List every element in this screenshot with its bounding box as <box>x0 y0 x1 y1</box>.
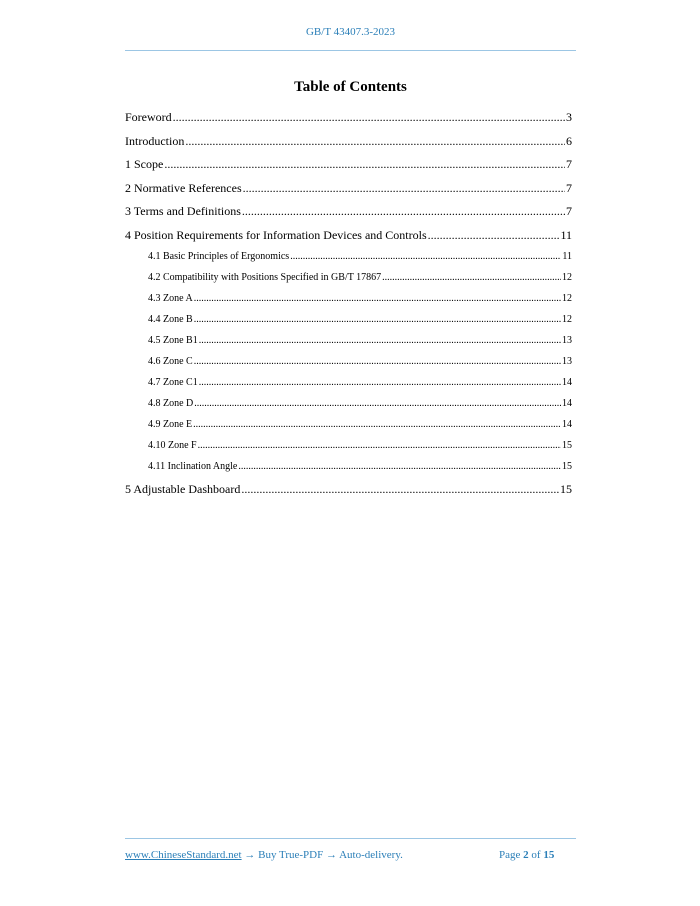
toc-entry-4-9[interactable] <box>125 419 572 440</box>
toc-entry-label: 3 Terms and Definitions <box>125 204 241 218</box>
toc-entry-4-10[interactable] <box>125 440 572 461</box>
toc-entry-label: 4.4 Zone B <box>148 314 193 325</box>
toc-entry-page: 7 <box>566 157 572 171</box>
toc-entry-page: 12 <box>562 272 572 283</box>
toc-entry-page: 11 <box>562 251 572 262</box>
toc-entry-label: 1 Scope <box>125 157 164 171</box>
page-indicator <box>499 849 554 861</box>
toc-leader-dots <box>290 251 561 262</box>
toc-entry-label: 4.5 Zone B1 <box>148 335 198 346</box>
table-of-contents <box>125 110 572 506</box>
toc-entry-page: 12 <box>562 293 572 304</box>
toc-leader-dots <box>164 157 565 172</box>
toc-leader-dots <box>194 293 561 304</box>
toc-leader-dots <box>198 440 561 451</box>
toc-entry-page: 7 <box>566 204 572 218</box>
toc-leader-dots <box>173 110 565 125</box>
toc-leader-dots <box>242 204 565 219</box>
toc-entry-page: 15 <box>562 461 572 472</box>
toc-entry-page: 15 <box>562 440 572 451</box>
toc-leader-dots <box>428 228 560 243</box>
toc-entry-page: 14 <box>562 419 572 430</box>
toc-entry-adjustable-dashboard[interactable] <box>125 482 572 506</box>
footer-divider <box>125 838 576 839</box>
toc-leader-dots <box>382 272 561 283</box>
toc-entry-label: 4.2 Compatibility with Positions Specified in GB/T 17867 <box>148 272 382 283</box>
toc-entry-normative-references[interactable] <box>125 181 572 205</box>
page-total: 15 <box>543 849 555 861</box>
toc-entry-page: 3 <box>566 110 572 124</box>
toc-entry-4-3[interactable] <box>125 293 572 314</box>
toc-leader-dots <box>199 335 561 346</box>
header-divider <box>125 50 576 51</box>
toc-entry-page: 7 <box>566 180 572 195</box>
toc-entry-4-4[interactable] <box>125 314 572 335</box>
footer-promo <box>125 849 403 861</box>
toc-entry-4-1[interactable] <box>125 251 572 272</box>
toc-leader-dots <box>199 377 561 388</box>
buy-true-pdf-text: → Buy True-PDF → Auto-delivery. <box>244 849 403 861</box>
toc-entry-4-5[interactable] <box>125 335 572 356</box>
toc-entry-label: 5 Adjustable Dashboard <box>125 482 241 496</box>
page-header: GB/T 43407.3-2023 <box>305 26 396 38</box>
toc-entry-foreword[interactable] <box>125 110 572 134</box>
toc-title: Table of Contents <box>294 79 407 95</box>
toc-entry-page: 13 <box>562 335 572 346</box>
toc-entry-label: 4.6 Zone C <box>148 356 193 367</box>
toc-leader-dots <box>194 398 561 409</box>
page-label: Page <box>499 849 521 861</box>
toc-entry-label: 4.1 Basic Principles of Ergonomics <box>148 251 290 262</box>
toc-entry-4-2[interactable] <box>125 272 572 293</box>
toc-entry-terms-definitions[interactable] <box>125 204 572 228</box>
toc-entry-label: 4.11 Inclination Angle <box>148 461 238 472</box>
toc-leader-dots <box>243 181 565 196</box>
toc-leader-dots <box>241 482 559 497</box>
toc-leader-dots <box>238 461 561 472</box>
toc-entry-page: 13 <box>562 356 572 367</box>
toc-leader-dots <box>185 134 565 149</box>
toc-entry-4-6[interactable] <box>125 356 572 377</box>
toc-entry-page: 12 <box>562 314 572 325</box>
toc-entry-page: 15 <box>560 482 572 496</box>
toc-entry-scope[interactable] <box>125 157 572 181</box>
toc-entry-label: 4.7 Zone C1 <box>148 377 198 388</box>
toc-entry-label: Foreword <box>125 110 172 124</box>
toc-entry-label: 4 Position Requirements for Information Devices and Controls <box>125 227 427 242</box>
toc-entry-4-8[interactable] <box>125 398 572 419</box>
toc-entry-label: 4.3 Zone A <box>148 293 193 304</box>
toc-leader-dots <box>194 314 561 325</box>
toc-entry-page: 14 <box>562 398 572 409</box>
toc-entry-page: 6 <box>566 133 572 148</box>
toc-entry-4-11[interactable] <box>125 461 572 482</box>
page-of: of <box>531 849 541 861</box>
toc-entry-label: Introduction <box>125 133 185 148</box>
page-current: 2 <box>523 849 529 861</box>
toc-leader-dots <box>194 356 561 367</box>
toc-leader-dots <box>193 419 561 430</box>
toc-entry-4-7[interactable] <box>125 377 572 398</box>
toc-entry-label: 4.10 Zone F <box>148 440 197 451</box>
toc-entry-label: 2 Normative References <box>125 180 242 195</box>
chinesestandard-link[interactable]: www.ChineseStandard.net <box>125 849 242 861</box>
toc-entry-introduction[interactable] <box>125 134 572 158</box>
toc-entry-page: 11 <box>560 227 572 242</box>
toc-entry-label: 4.8 Zone D <box>148 398 194 409</box>
toc-entry-page: 14 <box>562 377 572 388</box>
toc-entry-label: 4.9 Zone E <box>148 419 193 430</box>
toc-entry-position-requirements[interactable] <box>125 228 572 252</box>
